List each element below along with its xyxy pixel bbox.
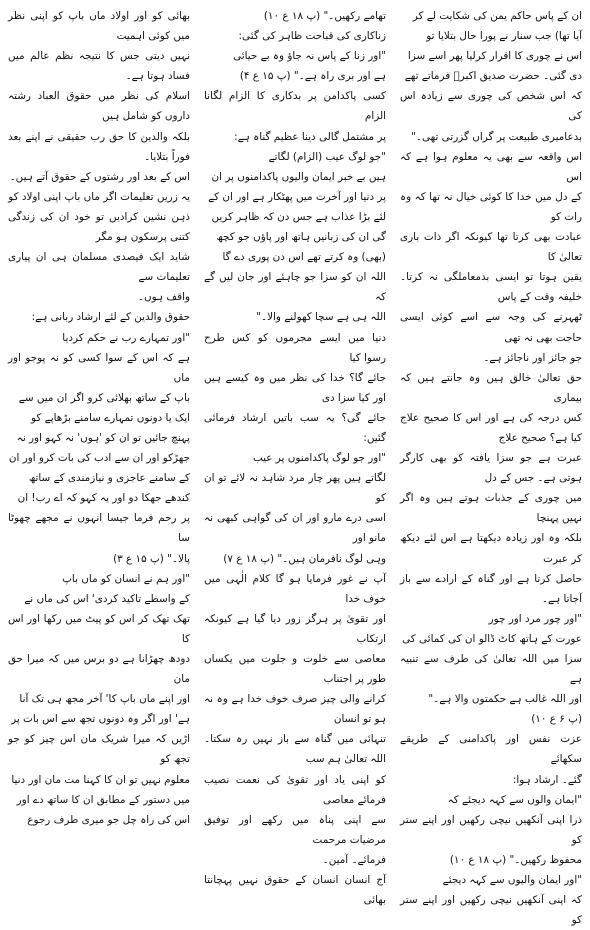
text-line: پر دنیا اور آخرت میں پھٹکار ہے اور ان کے bbox=[208, 190, 386, 203]
text-line: میں دستور کے مطابق ان کا ساتھ دے اور bbox=[16, 793, 190, 806]
text-line: اللہ ہی ہے سچا کھولنے والا۔" bbox=[256, 311, 386, 324]
text-line: محفوظ رکھیں۔" (پ ۱۸ ع ۱۰) bbox=[449, 853, 582, 866]
text-line: حاصل کرتا ہے اور گناہ کے ارادے سے باز آجاتا ہے۔ bbox=[400, 572, 582, 605]
text-line: ٹھہرنے کی وجہ سے اسے کوئی ایسی حاجت بھی نہ تھی bbox=[400, 311, 582, 344]
text-line: بلکہ وہ اور زیادہ دیکھتا ہے اس لئے دیکھ کر عبرت bbox=[400, 532, 582, 565]
text-line: واقف ہوں۔ bbox=[137, 291, 190, 304]
text-line: "اور ایمان والیوں سے کہہ دیجئے bbox=[442, 874, 582, 887]
text-line: لگاتے ہیں پھر چار مرد شاہد نہ لائے تو ان کو bbox=[204, 472, 386, 505]
text-line: ذرا اپنی آنکھیں نیچی رکھیں اور اپنے ستر کو bbox=[400, 813, 582, 846]
text-line: اس کے بعد اور رشتوں کے حقوق آتے ہیں۔ bbox=[9, 170, 190, 183]
text-line: تھک تھک کر اس کو پیٹ میں رکھا اور اس کا bbox=[8, 612, 190, 645]
text-line: سزا میں اللہ تعالیٰ کی طرف سے تنبیہ ہے bbox=[400, 653, 582, 686]
text-line: زناکاری کی قباحت ظاہر کی گئی: bbox=[238, 30, 386, 43]
text-line: تھامے رکھیں۔" (پ ۱۸ ع ۱۰) bbox=[263, 10, 386, 22]
text-line: نہیں دیتی جس کا نتیجہ نظم عالم میں فساد ہوتا ہے۔ bbox=[8, 50, 190, 83]
text-line: یہ زریں تعلیمات اگر ماں باپ اپنی اولاد کو bbox=[8, 190, 190, 203]
text-line: (پ ۶ ع ۱۰) bbox=[531, 713, 582, 726]
text-line: اللہ ان کو سزا جو چاہئے اور جان لیں گے کہ bbox=[204, 271, 386, 304]
column-right bbox=[400, 6, 582, 927]
text-line: گی ان کی زبانیں ہاتھ اور پاؤں جو کچھ bbox=[216, 231, 386, 244]
text-line: عورت کے ہاتھ کاٹ ڈالو ان کی کمائی کی bbox=[402, 632, 582, 645]
text-line: ذہن نشین کرادیں تو خود ان کی زندگی کتنی پرسکون ہو مگر bbox=[8, 210, 190, 244]
text-line: شاید ایک فیصدی مسلمان ہی ان پیاری تعلیمات سے bbox=[8, 251, 190, 284]
text-line: میں چوری کے جذبات ہوتے ہیں وہ اگر نہیں پہنچا bbox=[400, 492, 582, 525]
text-line: جائے گی؟ یہ سب باتیں ارشاد فرمائی گئیں: bbox=[204, 411, 386, 444]
text-columns bbox=[8, 6, 582, 927]
text-line: "جو لوگ عیب (الزام) لگاتے bbox=[268, 150, 386, 163]
text-line: کس درجہ کی ہے اور اس کا صحیح علاج کیا ہے؟ صحیح علاج bbox=[400, 411, 582, 444]
text-line: اور اپنے ماں باپ کا' آخر مجھ ہی تک آنا bbox=[19, 693, 190, 706]
text-line: دنیا میں ایسے مجرموں کو کس طرح رسوا کیا bbox=[204, 331, 386, 364]
text-line: معاصی سے خلوت و جلوت میں یکساں طور پر اجتناب bbox=[204, 653, 386, 686]
text-line: ہے' اور اگر وہ دونوں تجھ سے اس بات پر bbox=[11, 713, 190, 726]
text-line: حقوق والدین کے لئے ارشاد ربانی ہے: bbox=[31, 311, 190, 324]
text-line: کہ اپنی آنکھیں نیچی رکھیں اور اپنے ستر کو bbox=[400, 894, 582, 927]
text-line: "اور زنا کے پاس نہ جاؤ وہ بے حیائی bbox=[233, 50, 386, 63]
text-line: فرمائے۔ آمین۔ bbox=[322, 853, 386, 866]
text-line: (بھی) وہ کرتے تھے اس دن پوری دے گا bbox=[222, 251, 386, 264]
text-line: کو اپنی یاد اور تقویٰ کی نعمت نصیب فرمائے معاصی bbox=[204, 773, 386, 806]
text-line: گئے۔ ارشاد ہوا: bbox=[512, 773, 582, 786]
column-left bbox=[8, 6, 190, 826]
text-line: لئے بڑا عذاب ہے جس دن کہ ظاہر کریں bbox=[211, 210, 386, 223]
text-line: تنہائی میں گناہ سے باز نہیں رہ سکتا۔ اللہ تعالیٰ ہم سب bbox=[204, 733, 386, 766]
text-line: دودھ چھڑانا ہے دو برس میں کہ میرا حق مان bbox=[8, 653, 190, 686]
text-line: کہ اس شخص کی چوری سے زیادہ اس کی bbox=[400, 90, 582, 123]
text-line: ان کے پاس حاکم یمن کی شکایت لے کر bbox=[412, 10, 582, 22]
text-line: پر مشتمل گالی دینا عظیم گناہ ہے: bbox=[234, 130, 386, 143]
text-line: عبادت بھی کرتا تھا کیونکہ اگر ذات باری تعالیٰ کا bbox=[400, 231, 582, 264]
text-line: جائے گا؟ خدا کی نظر میں وہ کیسے ہیں اور کیا سزا دی bbox=[204, 371, 386, 404]
text-line: جھڑکو اور ان سے ادب کی بات کرو اور ان bbox=[8, 452, 190, 465]
text-line: "اور ہم نے انسان کو ماں باپ bbox=[62, 572, 190, 585]
text-line: اور اللہ غالب ہے حکمتوں والا ہے۔" bbox=[428, 693, 582, 706]
text-line: "اور چور مرد اور چور bbox=[488, 612, 582, 625]
text-line: سے اپنی پناہ میں رکھے اور توفیق مرضیات مرحمت bbox=[204, 813, 386, 846]
text-line: پالا۔" (پ ۱۵ ع ۳) bbox=[113, 552, 190, 565]
text-line: کرانے والی چیز صرف خوف خدا ہے وہ نہ ہو تو انسان bbox=[204, 693, 386, 726]
text-line: وہی لوگ نافرمان ہیں۔" (پ ۱۸ ع ۷) bbox=[223, 552, 386, 565]
text-line: اسی درے مارو اور ان کی گواہی کبھی نہ مانو اور bbox=[204, 512, 386, 545]
text-line: بھائی کو اور اولاد ماں باپ کو اپنی نظر میں کوئی اہمیت bbox=[8, 10, 190, 43]
text-line: عزت نفس اور پاکدامنی کے طریقے سکھائے bbox=[400, 733, 582, 766]
text-line: "اور تمہارے رب نے حکم کردیا bbox=[62, 331, 190, 344]
text-line: بدعامیری طبیعت پر گراں گزرتی تھی۔" bbox=[411, 130, 582, 143]
text-line: کے سامنے عاجزی و نیازمندی کے ساتھ bbox=[28, 472, 190, 485]
text-line: اسلام کی نظر میں حقوق العباد رشتہ داروں کو شامل ہیں bbox=[8, 90, 190, 123]
text-line: حق تعالیٰ خالق ہیں وہ جانتے ہیں کہ بیماری bbox=[400, 371, 582, 404]
text-line: یقین ہوتا تو ایسی بدمعاملگی نہ کرتا۔ خلیفہ وقت کے پاس bbox=[400, 271, 582, 304]
text-line: آپ نے غور فرمایا ہو گا کلام الٰہی میں خوف خدا bbox=[204, 572, 386, 605]
text-line: پہنچ جائیں تو ان کو 'ہوں' نہ کہو اور نہ bbox=[16, 431, 190, 444]
text-line: ایک یا دونوں تمہارے سامنے بڑھاپے کو bbox=[31, 411, 190, 424]
text-line: کے واسطے تاکید کردی' اس کی ماں نے bbox=[24, 592, 190, 605]
text-line: "ایمان والوں سے کہہ دیجئے کہ bbox=[447, 793, 582, 806]
text-line: آج انسان انسان کے حقوق نہیں پہچانتا بھائی bbox=[204, 874, 386, 907]
text-line: کے دل میں خدا کا کوئی خیال نہ تھا کہ وہ رات کو bbox=[400, 190, 582, 223]
text-line: آیا تھا) جب سنار نے پورا حال بتلایا تو bbox=[426, 30, 582, 43]
text-line: باپ کے ساتھ بھلائی کرو اگر ان میں سے bbox=[18, 391, 190, 404]
text-line: اڑیں کہ میرا شریک مان اس چیز کو جو تجھ کو bbox=[8, 733, 190, 766]
column-middle bbox=[204, 6, 386, 907]
text-line: اس واقعہ سے بھی یہ معلوم ہوا ہے کہ اس bbox=[400, 150, 582, 183]
text-line: کندھے جھکا دو اور یہ کہو کہ اے رب! ان bbox=[17, 492, 190, 505]
text-line: اس کی راہ چل جو میری طرف رجوع bbox=[27, 813, 190, 826]
text-line: پر رحم فرما جیسا انہوں نے مجھے چھوٹا سا bbox=[8, 512, 190, 545]
text-line: ہے کہ اس کے سوا کسی کو نہ پوجو اور ماں bbox=[8, 351, 190, 384]
text-line: جو جائز اور ناجائز ہے۔ bbox=[483, 351, 582, 364]
text-line: معلوم نہیں تو ان کا کہنا مت مان اور دنیا bbox=[11, 773, 190, 786]
text-line: ہے اور بری راہ ہے۔" (پ ۱۵ ع ۴) bbox=[239, 70, 386, 83]
text-line: اس نے چوری کا اقرار کرلیا پھر اسے سزا bbox=[407, 50, 582, 63]
text-line: دی گئی۔ حضرت صدیق اکبرؓ فرماتے تھے bbox=[404, 70, 582, 83]
text-line: کسی پاکدامن پر بدکاری کا الزام لگانا الزام bbox=[204, 90, 386, 123]
text-line: ہیں بے خبر ایمان والیوں پاکدامنوں پر ان bbox=[211, 170, 386, 183]
text-line: "اور جو لوگ پاکدامنوں پر عیب bbox=[252, 452, 386, 465]
text-line: عبرت ہے جو سزا یافتہ کو بھی کارگر ہوتی ہے۔ جس کے دل bbox=[400, 452, 582, 485]
text-line: اور تقویٰ پر ہرگز زور دیا گیا ہے کیونکہ ارتکاب bbox=[204, 612, 386, 645]
text-line: بلکہ والدین کا حق رب حقیقی نے اپنے بعد فوراً بتلایا۔ bbox=[8, 130, 190, 163]
